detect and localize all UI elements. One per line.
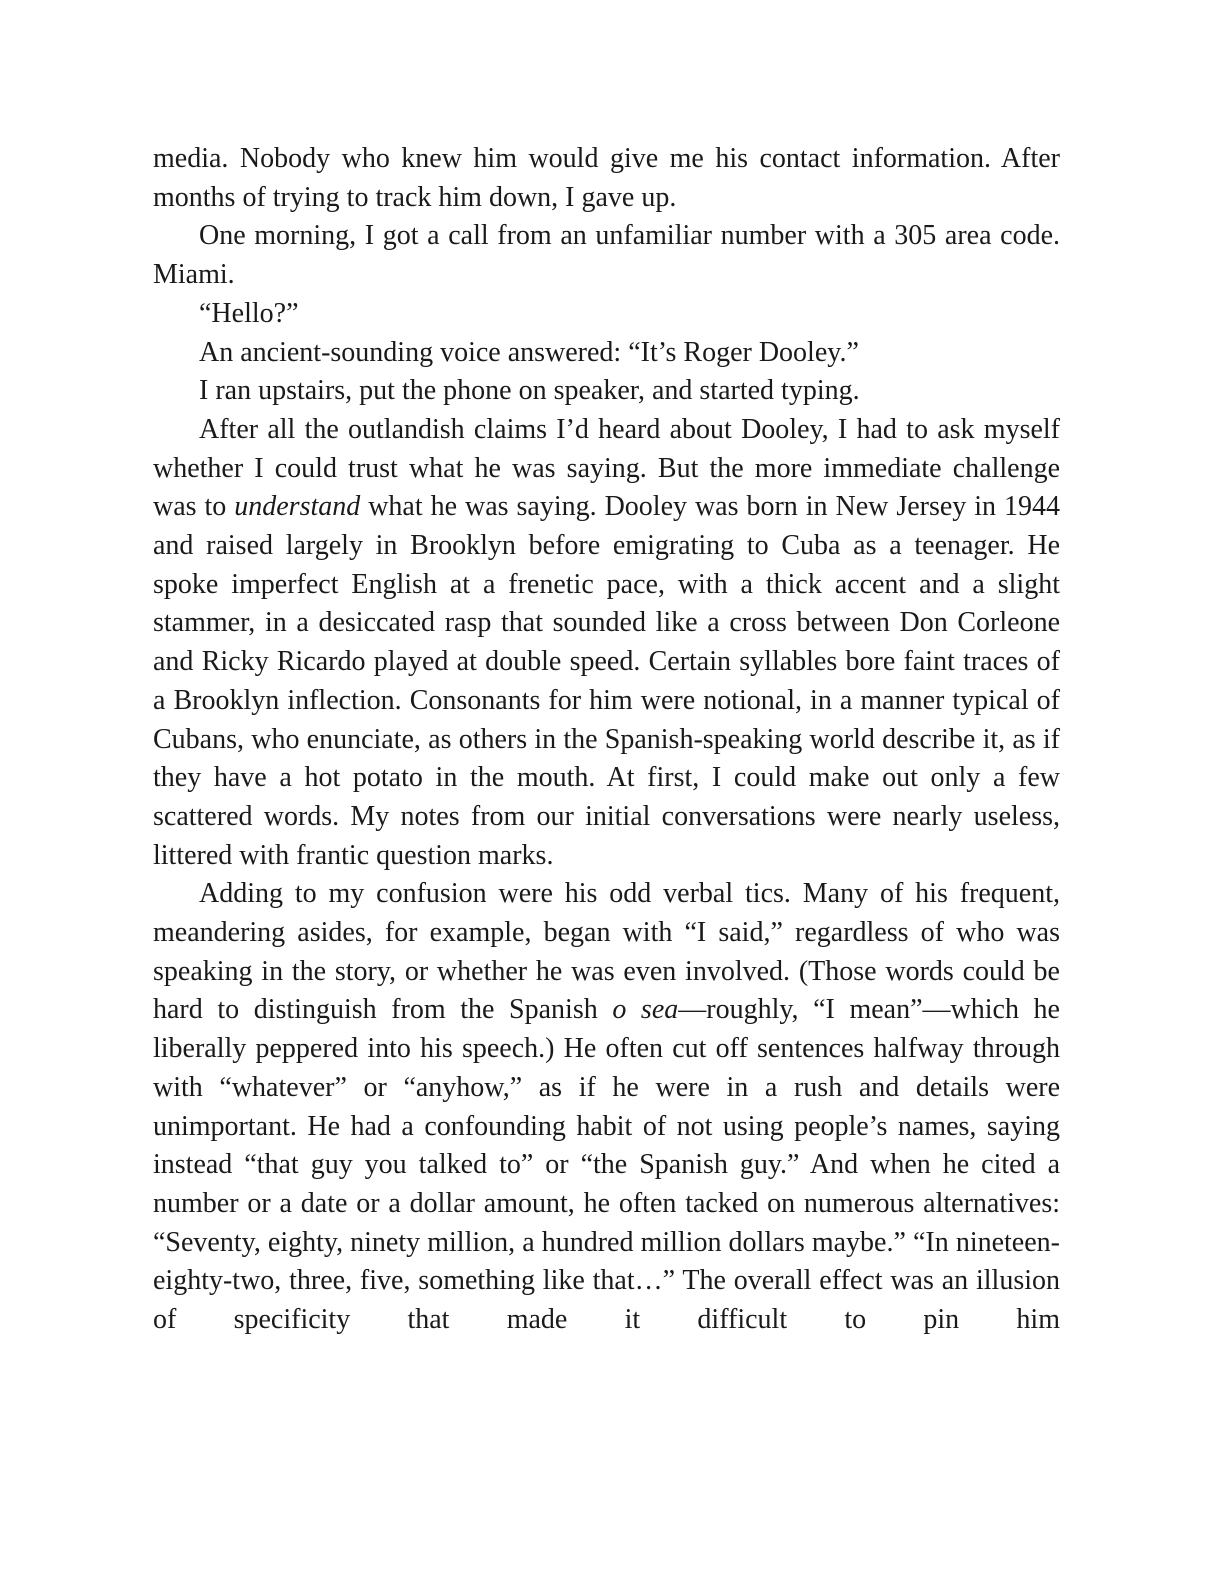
- paragraph-5-text: I ran upstairs, put the phone on speaker, and started typing.: [199, 375, 860, 407]
- paragraph-7-text-b: —roughly, “I mean”—which he liberally peppered into his speech.) He often cut off sentences halfway through with “whatever” or “anyhow,” as if he were in a rush and details were unimportant. He had a confounding habit of not using people’s names, saying instead “that guy you talked to” or “the Spanish guy.” And when he cited a number or a date or a dollar amount, he often tacked on numerous alternatives: “Seventy, eighty, ninety million, a hundred million dollars maybe.” “In nineteen-eighty-two, three, five, something like that…” The overall effect was an illusion of specificity that made it difficult to pin him: [153, 994, 1060, 1336]
- paragraph-4: [153, 334, 1060, 373]
- paragraph-7-text-a: Adding to my confusion were his odd verbal tics. Many of his frequent, meandering asides, for example, began with “I said,” regardless of who was speaking in the story, or whether he was even involved. (Those words could be hard to distinguish from the Spanish: [153, 878, 1060, 1026]
- paragraph-7-italic: o sea: [612, 994, 679, 1026]
- paragraph-6-italic: understand: [234, 491, 361, 523]
- book-page-body: [153, 140, 1060, 1340]
- paragraph-6-text-a: After all the outlandish claims I’d heard about Dooley, I had to ask myself whether I could trust what he was saying. But the more immediate challenge was to: [153, 413, 1060, 523]
- paragraph-4-text: An ancient-sounding voice answered: “It’s Roger Dooley.”: [199, 336, 859, 368]
- paragraph-6-text-b: what he was saying. Dooley was born in New Jersey in 1944 and raised largely in Brooklyn before emigrating to Cuba as a teenager. He spoke imperfect English at a frenetic pace, with a thick accent and a slight stammer, in a desiccated rasp that sounded like a cross between Don Corleone and Ricky Ricardo played at double speed. Certain syllables bore faint traces of a Brooklyn inflection. Consonants for him were notional, in a manner typical of Cubans, who enunciate, as others in the Spanish-speaking world describe it, as if they have a hot potato in the mouth. At first, I could make out only a few scattered words. My notes from our initial conversations were nearly useless, littered with frantic question marks.: [153, 491, 1060, 871]
- paragraph-3: [153, 295, 1060, 334]
- paragraph-1: [153, 140, 1060, 217]
- paragraph-5: [153, 372, 1060, 411]
- paragraph-7: [153, 875, 1060, 1339]
- paragraph-3-text: “Hello?”: [199, 297, 299, 329]
- paragraph-1-text: media. Nobody who knew him would give me his contact information. After months of trying to track him down, I gave up.: [153, 143, 1060, 213]
- paragraph-6: [153, 411, 1060, 875]
- paragraph-2: [153, 217, 1060, 294]
- paragraph-2-text: One morning, I got a call from an unfamiliar number with a 305 area code. Miami.: [153, 220, 1060, 291]
